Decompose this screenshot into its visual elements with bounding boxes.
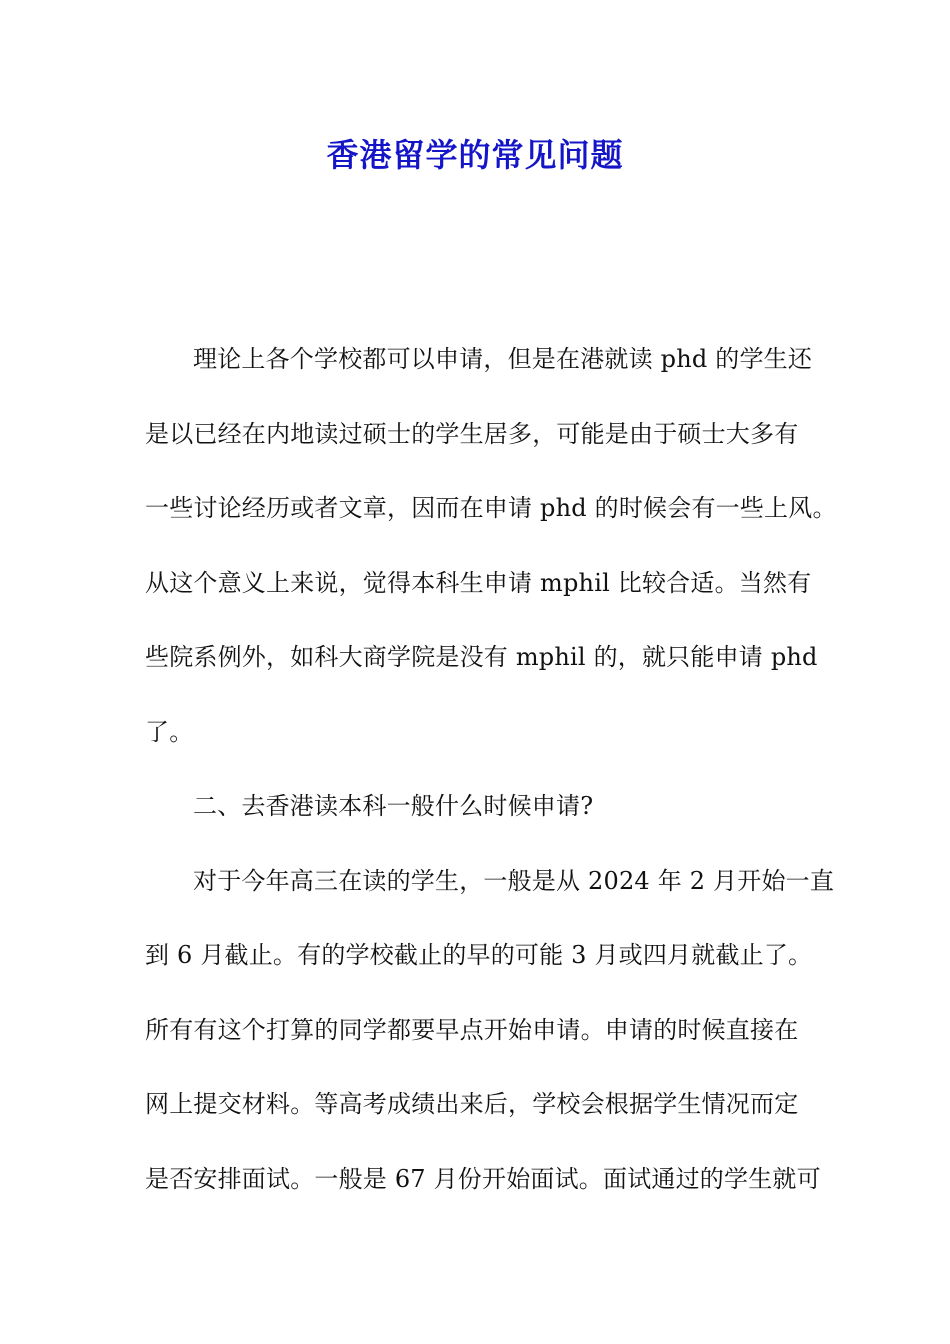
document-title: 香港留学的常见问题 xyxy=(326,136,624,174)
paragraph-line: 从这个意义上来说，觉得本科生申请 mphil 比较合适。当然有 xyxy=(145,568,812,597)
paragraph-line: 一些讨论经历或者文章，因而在申请 phd 的时候会有一些上风。 xyxy=(145,494,837,522)
paragraph-line: 是否安排面试。一般是 67 月份开始面试。面试通过的学生就可 xyxy=(145,1164,821,1193)
paragraph-line: 对于今年高三在读的学生，一般是从 2024 年 2 月开始一直 xyxy=(193,866,835,895)
paragraph-line: 理论上各个学校都可以申请，但是在港就读 phd 的学生还 xyxy=(193,345,813,373)
section-heading: 二、去香港读本科一般什么时候申请? xyxy=(193,792,594,820)
paragraph-line: 到 6 月截止。有的学校截止的早的可能 3 月或四月就截止了。 xyxy=(145,941,813,969)
paragraph-line: 所有有这个打算的同学都要早点开始申请。申请的时候直接在 xyxy=(145,1015,799,1044)
paragraph-line: 网上提交材料。等高考成绩出来后，学校会根据学生情况而定 xyxy=(145,1090,799,1118)
paragraph-line: 些院系例外，如科大商学院是没有 mphil 的，就只能申请 phd xyxy=(145,643,818,671)
document-body xyxy=(145,333,837,1227)
paragraph-line: 了。 xyxy=(145,717,194,746)
paragraph-line: 是以已经在内地读过硕士的学生居多，可能是由于硕士大多有 xyxy=(145,419,799,448)
